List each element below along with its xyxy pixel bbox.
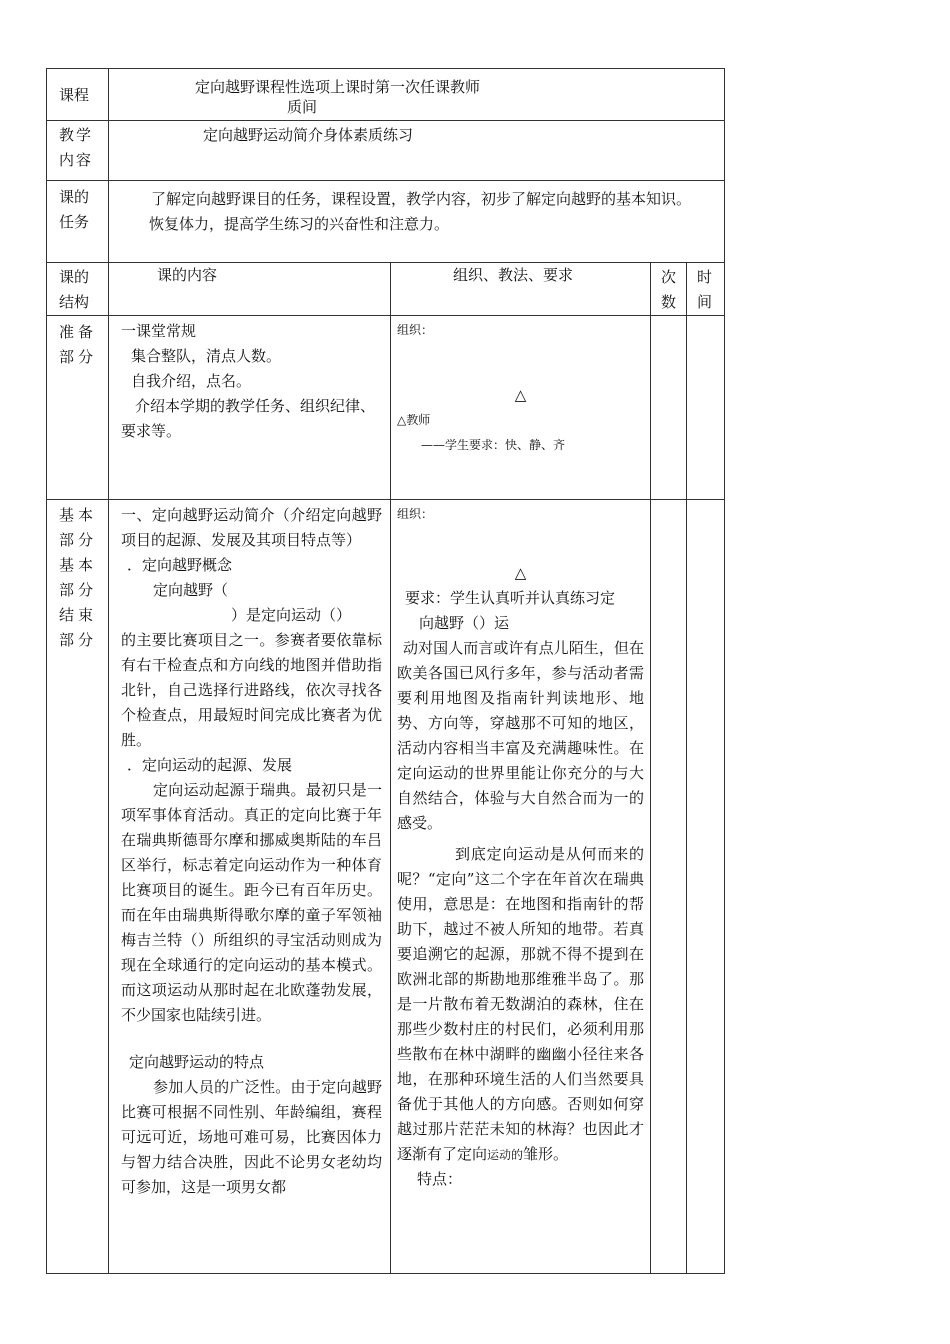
req-line1: 要求：学生认真听并认真练习定	[405, 589, 616, 607]
basic-label: 基本部分基本部分结束部分	[47, 500, 109, 1274]
basic-time	[687, 500, 725, 1274]
org-body-2-text: 到底定向运动是从何而来的呢？“定向”这二个字在年首次在瑞典使用，意思是：在地图和指南针的帮助下，越过不被人所知的地带。若真要追溯它的起源，那就不得不提到在欧洲北部的斯勘地那维雅半岛了。那是一片散布着无数湖泊的森林，住在那些少数村庄的村民们，必须利用那些散布在林中湖畔的幽幽小径往来各地，在那种环境生活的人们当然要具备优于其他人的方向感。否则如何穿越过那片茫茫未知的林海？也因此才逐渐有了定向	[397, 845, 644, 1163]
feature-heading: 定向越野运动的特点	[129, 1053, 265, 1071]
org-body-2-end: 雏形。	[523, 1145, 569, 1163]
prep-row	[47, 316, 725, 500]
col-content: 课的内容	[109, 263, 391, 316]
concept-term-2: ）是定向运动（）	[231, 606, 352, 624]
features-label: 特点：	[417, 1170, 463, 1188]
col-time: 时间	[687, 263, 725, 316]
prep-line-4: 介绍本学期的教学任务、组织纪律、要求等。	[121, 397, 376, 440]
basic-row	[47, 500, 725, 1274]
feature-body: 参加人员的广泛性。由于定向越野比赛可根据不同性别、年龄编组，赛程可远可近，场地可难可易，比赛因体力与智力结合决胜，因此不论男女老幼均可参加，这是一项男女都	[121, 1078, 382, 1196]
concept-heading: ．定向越野概念	[127, 556, 233, 574]
col-method: 组织、教法、要求	[391, 263, 651, 316]
org-body-2	[397, 842, 644, 1167]
origin-heading: ．定向运动的起源、发展	[127, 756, 293, 774]
prep-org-label: 组织：	[397, 323, 434, 337]
course-label: 课程	[47, 69, 109, 121]
triangle-icon-2: △	[514, 564, 527, 582]
task-content	[109, 181, 725, 263]
prep-time	[687, 316, 725, 500]
prep-label: 准备部分	[47, 316, 109, 500]
org-body-1: 动对国人而言或许有点儿陌生，但在欧美各国已风行多年，参与活动者需要利用地图及指南针判读地形、地势、方向等，穿越那不可知的地区，活动内容相当丰富及充满趣味性。在定向运动的世界里能让你充分的与大自然结合，体验与大自然合而为一的感受。	[397, 639, 644, 832]
course-title-line1: 定向越野课程性选项上课时第一次任课教师	[195, 78, 481, 96]
prep-teacher: △教师	[397, 413, 431, 427]
prep-line-3: 自我介绍，点名。	[131, 372, 252, 390]
prep-content	[109, 316, 391, 500]
lesson-table	[46, 68, 725, 1274]
prep-line-1: 一课堂常规	[121, 322, 197, 340]
basic-org	[391, 500, 651, 1274]
course-title	[109, 69, 725, 121]
teaching-label: 教学内容	[47, 121, 109, 181]
course-row	[47, 69, 725, 121]
col-count: 次数	[651, 263, 687, 316]
basic-intro: 一、定向越野运动简介（介绍定向越野项目的起源、发展及其项目特点等）	[121, 506, 382, 549]
basic-count	[651, 500, 687, 1274]
prep-count	[651, 316, 687, 500]
task-row	[47, 181, 725, 263]
teaching-row	[47, 121, 725, 181]
task-line1: 了解定向越野课目的任务，课程设置，教学内容，初步了解定向越野的基本知识。	[151, 190, 692, 208]
basic-org-label: 组织：	[397, 507, 434, 521]
triangle-icon: △	[514, 386, 527, 404]
org-body-2-small: 运动的	[487, 1148, 524, 1162]
prep-requirement: ——学生要求：快、静、齐	[421, 438, 566, 452]
prep-line-2: 集合整队，清点人数。	[131, 347, 282, 365]
lesson-plan	[46, 68, 724, 1274]
course-title-line2: 质间	[287, 98, 318, 116]
concept-body: 的主要比赛项目之一。参赛者要依靠标有右干检查点和方向线的地图并借助指北针，自己选择行进路线，依次寻找各个检查点，用最短时间完成比赛者为优胜。	[121, 631, 382, 749]
task-label: 课的任务	[47, 181, 109, 263]
prep-org	[391, 316, 651, 500]
column-header-row	[47, 263, 725, 316]
basic-content	[109, 500, 391, 1274]
concept-term: 定向越野（	[153, 581, 229, 599]
origin-body: 定向运动起源于瑞典。最初只是一项军事体育活动。真正的定向比赛于年在瑞典斯德哥尔摩和挪威奥斯陆的车吕区举行，标志着定向运动作为一种体育比赛项目的诞生。距今已有百年历史。而在年由瑞典斯得歌尔摩的童子军领袖梅吉兰特（）所组织的寻宝活动则成为现在全球通行的定向运动的基本模式。而这项运动从那时起在北欧蓬勃发展，不少国家也陆续引进。	[121, 781, 382, 1024]
req-line2: 向越野（）运	[419, 614, 510, 632]
col-structure: 课的结构	[47, 263, 109, 316]
task-line2: 恢复体力，提高学生练习的兴奋性和注意力。	[149, 215, 450, 233]
teaching-content: 定向越野运动简介身体素质练习	[109, 121, 725, 181]
